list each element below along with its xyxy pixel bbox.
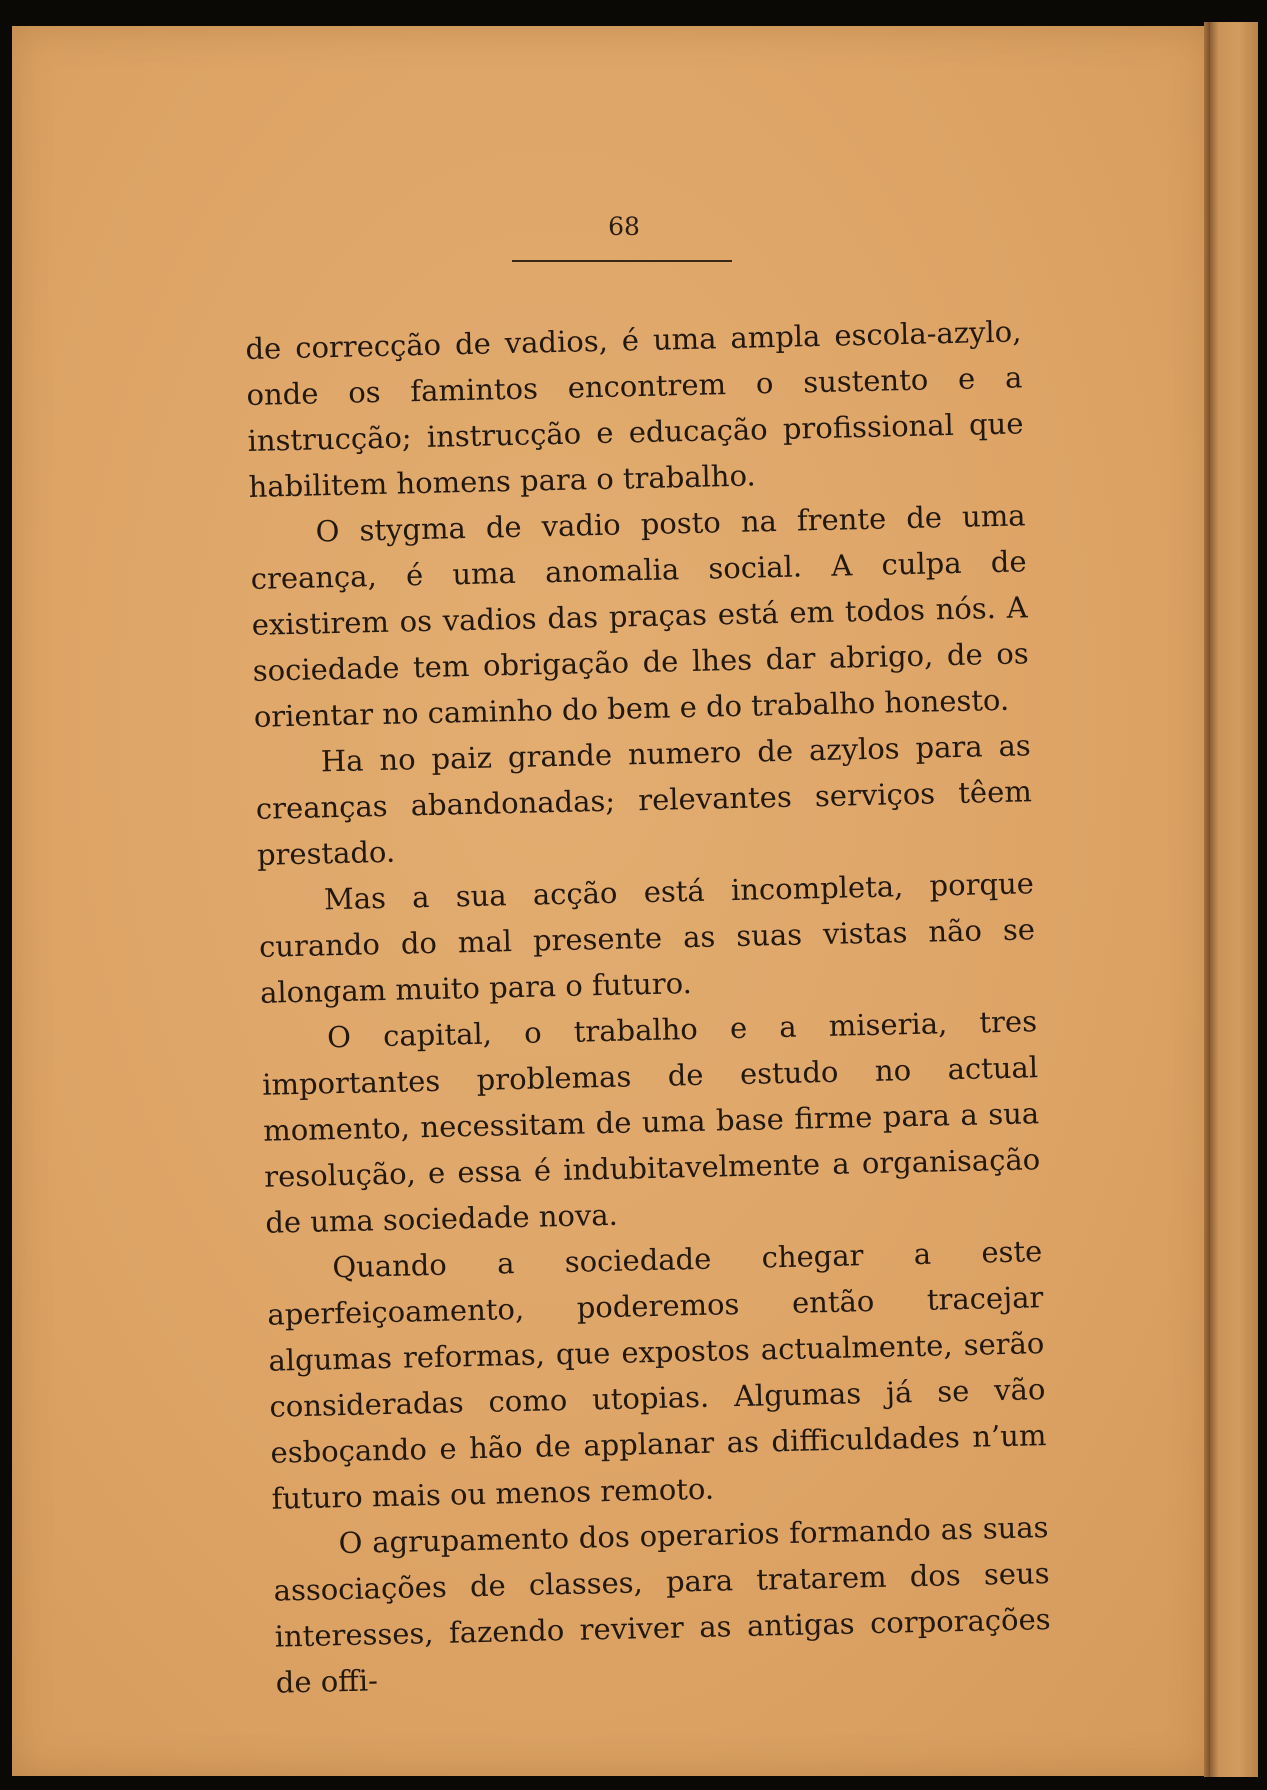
paragraph-6: Quando a sociedade chegar a este aperfeiçoamento, poderemos então tracejar algumas reformas, que expostos actualmente, serão consideradas como utopias. Algumas já se vão esboçando e hão de applanar as difficuldades n’um futuro mais ou menos remoto.: [267, 1234, 1047, 1516]
paragraph-5: O capital, o trabalho e a miseria, tres importantes problemas de estudo no actual momento, necessitam de uma base firme para a sua resolução, e essa é indubitavelmente a organisação de uma sociedade nova.: [261, 1004, 1041, 1240]
paragraph-7: O agrupamento dos operarios formando as suas associações de classes, para tratarem dos seus interesses, fazendo reviver as antigas corporações de offi-: [273, 1510, 1051, 1700]
header-rule: [512, 260, 732, 262]
paragraph-2: O stygma de vadio posto na frente de uma creança, é uma anomalia social. A culpa de existirem os vadios das praças está em todos nós. A sociedade tem obrigação de lhes dar abrigo, de os orientar no caminho do bem e do trabalho honesto.: [250, 498, 1030, 734]
next-page-edge: [1210, 22, 1258, 1777]
paragraph-1: de correcção de vadios, é uma ampla escola-azylo, onde os famintos encontrem o sustento e a instrucção; instrucção e educação profissional que habilitem homens para o trabalho.: [245, 314, 1024, 504]
page-number: 68: [608, 212, 640, 241]
paragraph-4: Mas a sua acção está incompleta, porque curando do mal presente as suas vistas não se alongam muito para o futuro.: [258, 866, 1036, 1010]
body-text: [245, 308, 1052, 1705]
paragraph-3: Ha no paiz grande numero de azylos para as creanças abandonadas; relevantes serviços têem prestado.: [255, 728, 1033, 872]
